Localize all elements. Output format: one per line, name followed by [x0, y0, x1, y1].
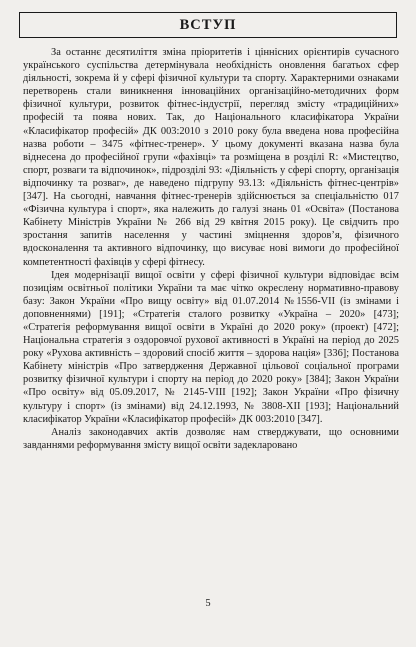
- section-heading-box: [19, 12, 397, 38]
- paragraph-legal-basis: Ідея модернізації вищої освіти у сфері фізичної культури відповідає всім позиціям освітньої політики України та має чітко окреслену нормативно-правову базу: Закон України «Про вищу освіту» від 01.07.2014 №1556-VII (із змінами і доповненнями) [191]; «Стратегія сталого розвитку «Україна – 2020» [473]; «Стратегія реформування вищої освіти в Україні до 2020 року» (проект) [472]; Національна стратегія з оздоровчої рухової активності в Україні на період до 2025 року «Рухова активність – здоровий спосіб життя – здорова нація» [336]; Постанова Кабінету міністрів «Про затвердження Державної цільової соціальної програми розвитку фізичної культури і спорту на період до 2020 року» [384]; Закон України «Про освіту» від 05.09.2017, № 2145-VIII [192]; Закон України «Про фізичну культуру і спорт» (із змінами) від 24.12.1993, № 3808-XII [193]; Національний класифікатор України «Класифікатор професій» ДК 003:2010 [347].: [23, 269, 399, 425]
- section-heading: ВСТУП: [179, 16, 237, 33]
- paragraph-intro: За останнє десятиліття зміна пріоритетів і ціннісних орієнтирів сучасного українського суспільства детермінувала необхідність оновлення багатьох сфер діяльності, зокрема й у сфері фізичної культури та спорту. Характерними ознаками перетворень стали виникнення інноваційних організаційно-методичних форм фізичної культури, розвиток фітнес-індустрії, перегляд змісту «традиційних» професій та поява нових. Так, до Національного класифікатора України «Класифікатор професій» ДК 003:2010 з 2010 року була введена нова професійна назва роботи – 3475 «фітнес-тренер». У цьому документі вказана назва була віднесена до професійної групи «фахівці» та розміщена в розділі R: «Мистецтво, спорт, розваги та відпочинок», підрозділі 93: «Діяльність у сфері спорту, організація відпочинку та розваг», де наведено підгрупу 93.13: «Діяльність фітнес-центрів» [347]. На сьогодні, навчання фітнес-тренерів здійснюється за спеціальністю 017 «Фізична культура і спорт», яка належить до галузі знань 01 «Освіта» (Постанова Кабінету Міністрів України № 266 від 29 квітня 2015 року). Це свідчить про зростання запитів населення у частині зміцнення здоров’я, фізичного вдосконалення та активного відпочинку, що висуває нові вимоги до професійної компетентності фахівців у сфері фітнесу.: [23, 47, 399, 268]
- body-text: [23, 46, 399, 452]
- page-number: 5: [205, 598, 211, 609]
- paragraph-analysis: Аналіз законодавчих актів дозволяє нам стверджувати, що основними завданнями реформування змісту вищої освіти задекларовано: [23, 426, 399, 451]
